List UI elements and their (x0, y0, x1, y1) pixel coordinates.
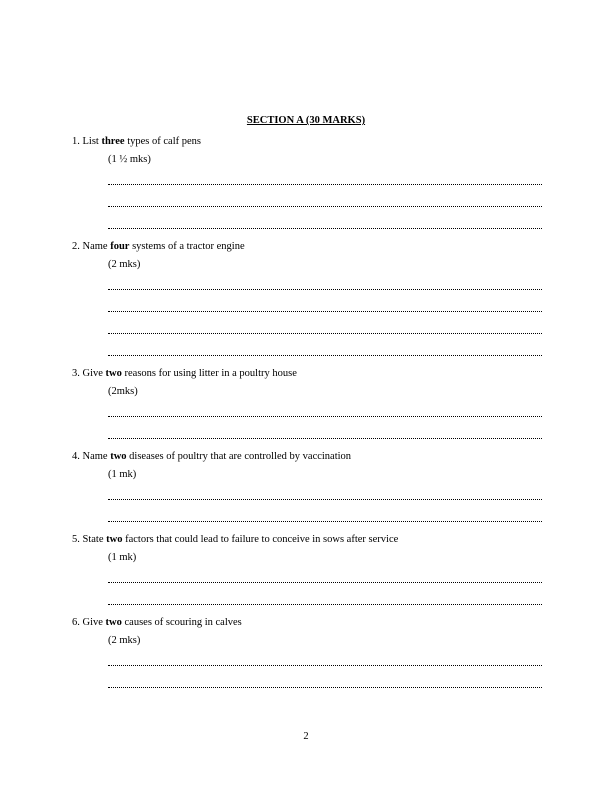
question-prefix: Name (82, 241, 108, 252)
question-emphasis: two (105, 617, 122, 628)
question-emphasis: four (110, 241, 130, 252)
answer-line[interactable] (108, 568, 542, 590)
answer-line[interactable] (108, 485, 542, 507)
question-emphasis: three (101, 136, 125, 147)
answer-line[interactable] (108, 214, 542, 236)
marks-label: (1 ½ mks) (108, 154, 151, 165)
question-prefix: Name (82, 451, 108, 462)
answer-line[interactable] (108, 590, 542, 612)
marks-label: (2 mks) (108, 635, 141, 646)
question-prefix: Give (82, 368, 103, 379)
question-text (72, 615, 542, 631)
answer-line[interactable] (108, 673, 542, 695)
question-3 (72, 366, 542, 446)
question-number: 1. (72, 136, 80, 147)
answer-line[interactable] (108, 507, 542, 529)
question-number: 5. (72, 534, 80, 545)
question-1 (72, 134, 542, 236)
question-suffix: systems of a tractor engine (132, 241, 245, 252)
question-4 (72, 449, 542, 529)
question-text (72, 449, 542, 465)
question-text (72, 532, 542, 548)
question-text (72, 366, 542, 382)
question-list (72, 134, 542, 695)
page-number: 2 (303, 731, 309, 742)
answer-line[interactable] (108, 341, 542, 363)
question-suffix: diseases of poultry that are controlled by vaccination (129, 451, 352, 462)
question-prefix: List (82, 136, 99, 147)
question-number: 2. (72, 241, 80, 252)
question-text (72, 239, 542, 255)
question-suffix: causes of scouring in calves (124, 617, 242, 628)
question-emphasis: two (106, 534, 123, 545)
question-2 (72, 239, 542, 363)
question-prefix: State (82, 534, 104, 545)
question-number: 6. (72, 617, 80, 628)
marks-label: (2mks) (108, 386, 138, 397)
question-suffix: types of calf pens (127, 136, 202, 147)
question-5 (72, 532, 542, 612)
answer-line[interactable] (108, 651, 542, 673)
question-emphasis: two (105, 368, 122, 379)
question-emphasis: two (110, 451, 127, 462)
question-suffix: reasons for using litter in a poultry house (124, 368, 297, 379)
question-number: 3. (72, 368, 80, 379)
answer-line[interactable] (108, 402, 542, 424)
marks-label: (1 mk) (108, 469, 137, 480)
answer-line[interactable] (108, 170, 542, 192)
marks-label: (1 mk) (108, 552, 137, 563)
section-title: SECTION A (30 MARKS) (246, 115, 366, 126)
question-6 (72, 615, 542, 695)
question-prefix: Give (82, 617, 103, 628)
question-suffix: factors that could lead to failure to conceive in sows after service (125, 534, 399, 545)
answer-line[interactable] (108, 424, 542, 446)
answer-line[interactable] (108, 275, 542, 297)
question-text (72, 134, 542, 150)
answer-line[interactable] (108, 319, 542, 341)
answer-line[interactable] (108, 192, 542, 214)
answer-line[interactable] (108, 297, 542, 319)
question-number: 4. (72, 451, 80, 462)
marks-label: (2 mks) (108, 259, 141, 270)
